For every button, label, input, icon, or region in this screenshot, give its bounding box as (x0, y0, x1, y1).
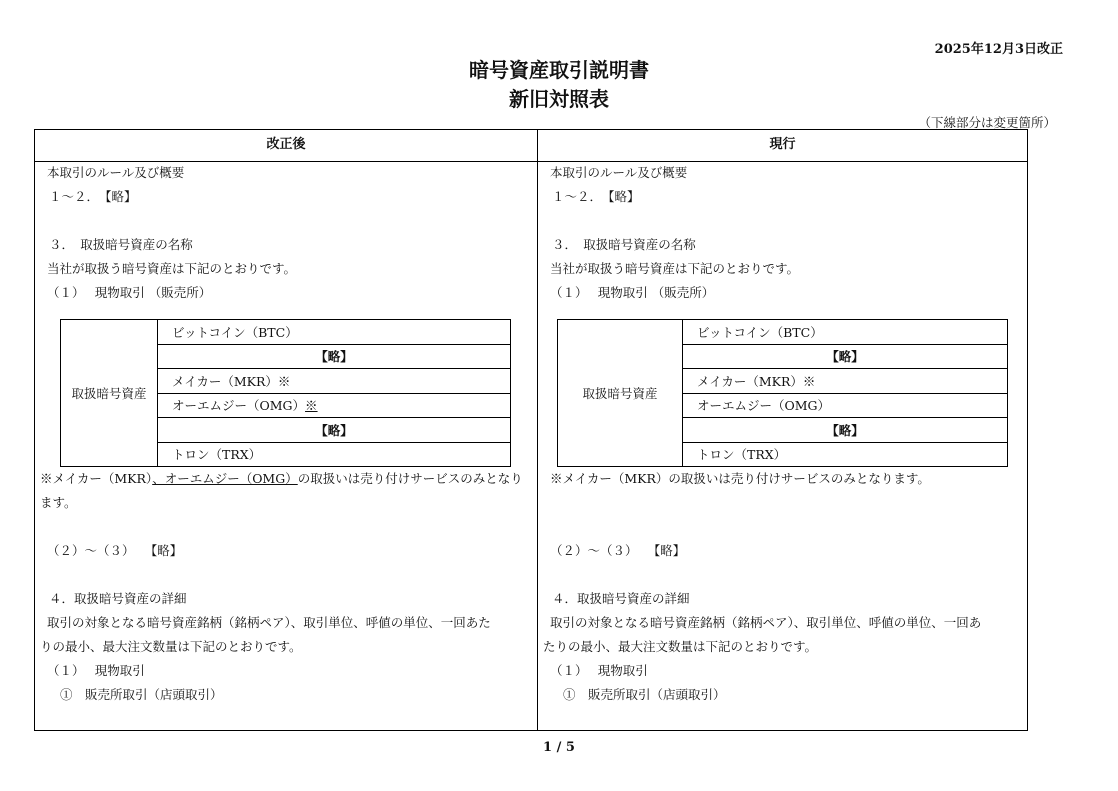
left-table-row-omitted-1: 【略】 (158, 344, 511, 369)
right-section-4-heading: ４．取扱暗号資産の詳細 (552, 591, 690, 606)
right-footnote: ※メイカー（MKR）の取扱いは売り付けサービスのみとなります。 (550, 471, 930, 486)
left-rules-heading: 本取引のルール及び概要 (47, 165, 185, 180)
title-line-2: 新旧対照表 (509, 87, 609, 111)
left-footnote (40, 469, 523, 489)
left-footnote-part-2: の取扱いは売り付けサービスのみとなり (297, 471, 523, 486)
left-table-row-omg (158, 393, 511, 418)
right-table-row-omg: オーエムジー（OMG） (683, 393, 1008, 418)
right-spot-trading: （１） 現物取引 (550, 663, 648, 678)
right-section-2-3: （２）～（３） 【略】 (550, 543, 686, 558)
right-section-3-text: 当社が取扱う暗号資産は下記のとおりです。 (550, 261, 800, 276)
right-column (538, 161, 1027, 731)
right-crypto-table (557, 319, 1008, 467)
right-section-3-heading: ３． 取扱暗号資産の名称 (552, 237, 696, 252)
document-title (0, 56, 1118, 114)
title-line-1: 暗号資産取引説明書 (469, 58, 649, 82)
right-spot-trading-label: （１） 現物取引 （販売所） (550, 285, 715, 300)
right-rules-heading: 本取引のルール及び概要 (550, 165, 688, 180)
table-row (61, 320, 511, 345)
right-section-4-text-1: 取引の対象となる暗号資産銘柄（銘柄ペア）、取引単位、呼値の単位、一回あ (550, 615, 982, 630)
left-table-row-btc: ビットコイン（BTC） (158, 320, 511, 345)
left-section-1-2: １～２． 【略】 (49, 189, 137, 204)
right-table-row-omitted-2: 【略】 (683, 418, 1008, 443)
left-otc-trading: ① 販売所取引（店頭取引） (60, 687, 223, 702)
left-footnote-changed: 、オーエムジー（OMG） (152, 471, 298, 486)
table-row (558, 320, 1008, 345)
left-table-row-mkr: メイカー（MKR）※ (158, 369, 511, 394)
left-spot-trading: （１） 現物取引 (47, 663, 145, 678)
left-section-4-heading: ４．取扱暗号資産の詳細 (49, 591, 187, 606)
left-section-4-text-2: りの最小、最大注文数量は下記のとおりです。 (40, 639, 302, 654)
revision-date: 2025年12月3日改正 (934, 42, 1063, 57)
page-number: 1 / 5 (543, 740, 575, 755)
right-table-label: 取扱暗号資産 (558, 320, 683, 467)
right-table-row-btc: ビットコイン（BTC） (683, 320, 1008, 345)
right-table-row-mkr: メイカー（MKR）※ (683, 369, 1008, 394)
left-table-row-omg-mark: ※ (305, 398, 318, 414)
left-crypto-table (60, 319, 511, 467)
right-section-1-2: １～２． 【略】 (552, 189, 640, 204)
underline-note: （下線部分は変更箇所） (918, 115, 1056, 130)
left-section-3-text: 当社が取扱う暗号資産は下記のとおりです。 (47, 261, 297, 276)
left-table-row-omg-text: オーエムジー（OMG） (172, 398, 306, 414)
right-section-4-text-2: たりの最小、最大注文数量は下記のとおりです。 (543, 639, 818, 654)
left-footnote-cont: ます。 (40, 495, 77, 510)
left-table-label: 取扱暗号資産 (61, 320, 158, 467)
left-table-row-omitted-2: 【略】 (158, 418, 511, 443)
left-column-header: 改正後 (35, 130, 537, 162)
right-column-header: 現行 (538, 130, 1027, 162)
left-footnote-part-1: ※メイカー（MKR） (40, 471, 153, 486)
left-section-4-text-1: 取引の対象となる暗号資産銘柄（銘柄ペア）、取引単位、呼値の単位、一回あた (47, 615, 491, 630)
comparison-table (34, 129, 1028, 731)
left-table-row-trx: トロン（TRX） (158, 442, 511, 467)
right-table-row-omitted-1: 【略】 (683, 344, 1008, 369)
right-otc-trading: ① 販売所取引（店頭取引） (563, 687, 726, 702)
right-table-row-trx: トロン（TRX） (683, 442, 1008, 467)
left-section-2-3: （２）～（３） 【略】 (47, 543, 183, 558)
left-spot-trading-label: （１） 現物取引 （販売所） (47, 285, 212, 300)
left-section-3-heading: ３． 取扱暗号資産の名称 (49, 237, 193, 252)
left-column (35, 161, 537, 731)
